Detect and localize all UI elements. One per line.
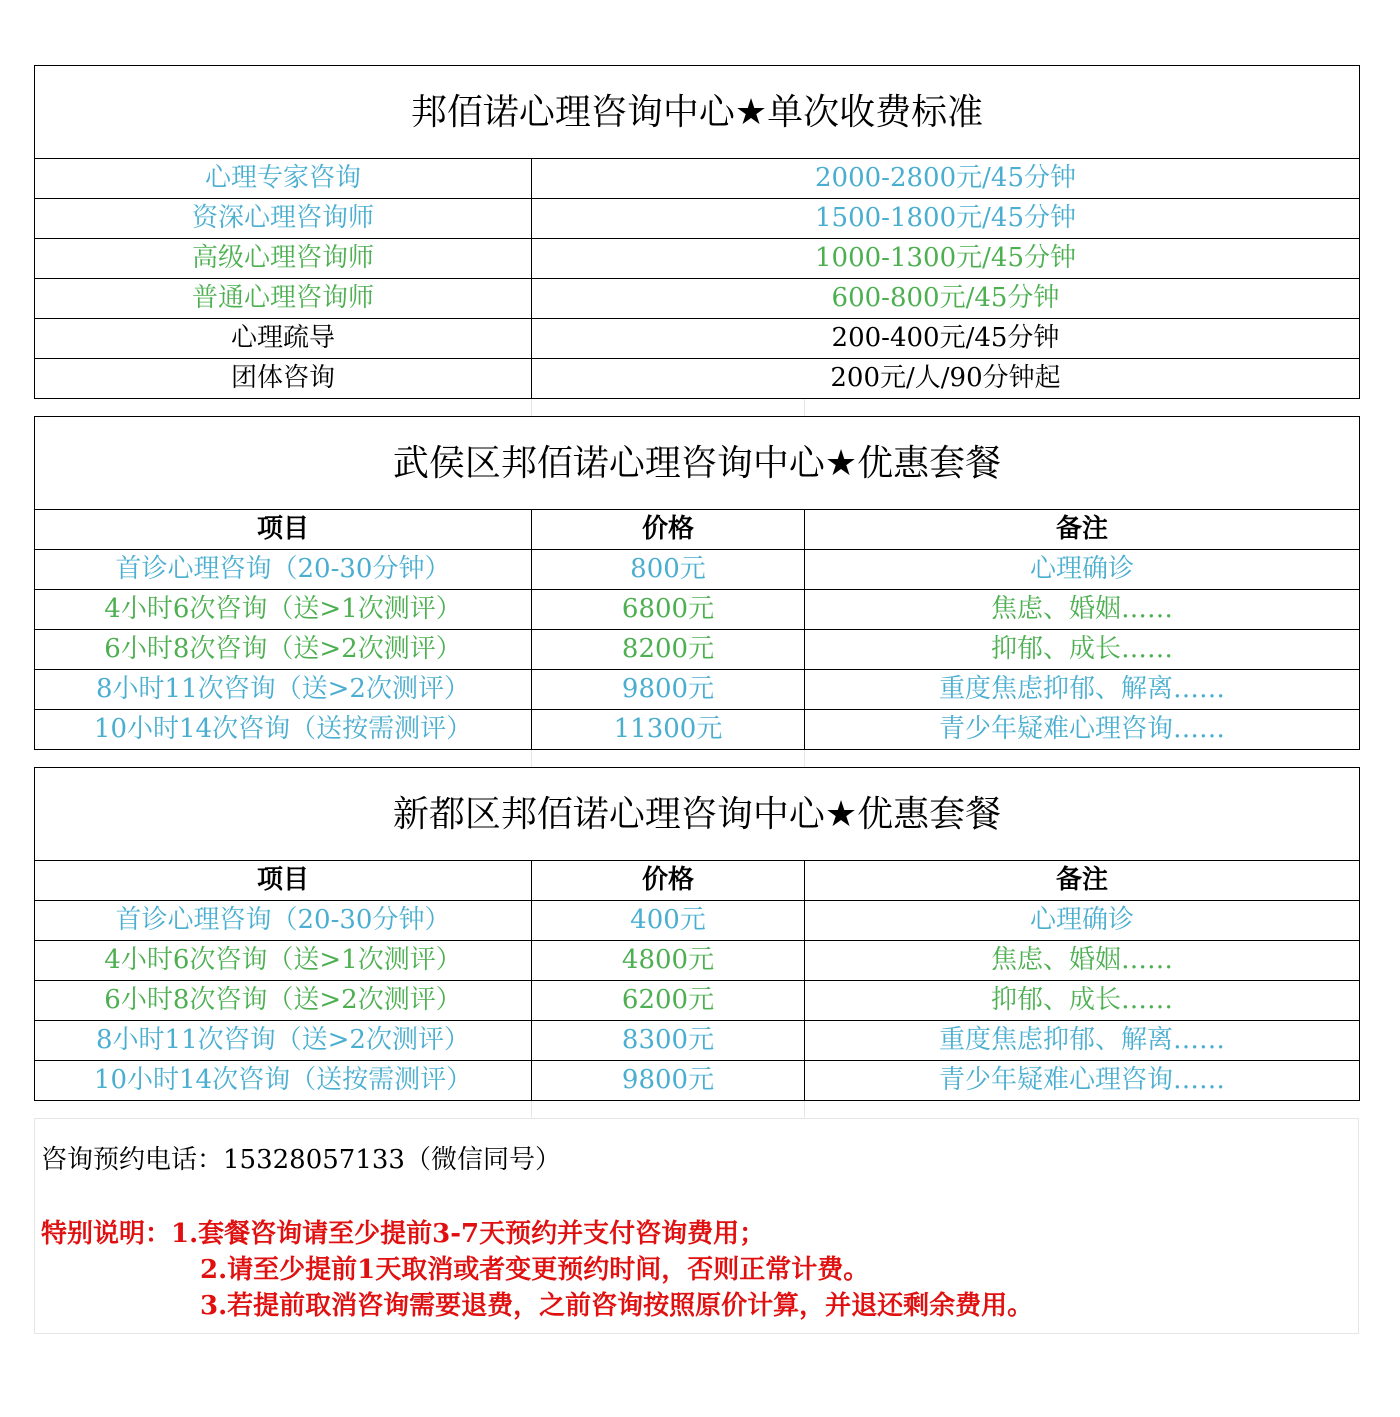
fee-price: 2000-2800元/45分钟	[532, 159, 1360, 199]
fee-item: 团体咨询	[35, 359, 532, 399]
fee-price: 1000-1300元/45分钟	[532, 239, 1360, 279]
table-row	[35, 159, 1360, 199]
header-price: 价格	[532, 510, 805, 550]
package-item: 首诊心理咨询（20-30分钟）	[35, 550, 532, 590]
spacer	[34, 399, 1359, 416]
table-row	[35, 941, 1360, 981]
table-row	[35, 630, 1360, 670]
xindu-title: 新都区邦佰诺心理咨询中心★优惠套餐	[35, 768, 1360, 861]
header-price: 价格	[532, 861, 805, 901]
package-item: 6小时8次咨询（送>2次测评）	[35, 981, 532, 1021]
package-note: 焦虑、婚姻……	[805, 941, 1360, 981]
package-item: 首诊心理咨询（20-30分钟）	[35, 901, 532, 941]
header-item: 项目	[35, 510, 532, 550]
package-item: 10小时14次咨询（送按需测评）	[35, 1061, 532, 1101]
package-price: 6200元	[532, 981, 805, 1021]
package-price: 800元	[532, 550, 805, 590]
fee-price: 600-800元/45分钟	[532, 279, 1360, 319]
fee-item: 心理疏导	[35, 319, 532, 359]
special-note-2: 2.请至少提前1天取消或者变更预约时间，否则正常计费。	[200, 1255, 870, 1285]
table-row	[35, 670, 1360, 710]
booking-phone: 咨询预约电话：15328057133（微信同号）	[41, 1145, 561, 1175]
package-note: 重度焦虑抑郁、解离……	[805, 1021, 1360, 1061]
package-price: 8300元	[532, 1021, 805, 1061]
table-row	[35, 1061, 1360, 1101]
header-item: 项目	[35, 861, 532, 901]
table-row	[35, 1021, 1360, 1061]
header-note: 备注	[805, 861, 1360, 901]
package-price: 9800元	[532, 1061, 805, 1101]
table-row	[35, 279, 1360, 319]
fee-item: 心理专家咨询	[35, 159, 532, 199]
header-note: 备注	[805, 510, 1360, 550]
fee-price: 200元/人/90分钟起	[532, 359, 1360, 399]
package-note: 抑郁、成长……	[805, 630, 1360, 670]
wuhou-title: 武侯区邦佰诺心理咨询中心★优惠套餐	[35, 417, 1360, 510]
table-row	[35, 239, 1360, 279]
package-note: 青少年疑难心理咨询……	[805, 1061, 1360, 1101]
table-row	[35, 550, 1360, 590]
table-row	[35, 359, 1360, 399]
spacer	[34, 750, 1359, 767]
price-sheet	[34, 65, 1359, 1118]
special-note-1: 特别说明：1.套餐咨询请至少提前3-7天预约并支付咨询费用；	[41, 1219, 766, 1249]
wuhou-package-table	[34, 416, 1360, 750]
fee-item: 普通心理咨询师	[35, 279, 532, 319]
package-item: 8小时11次咨询（送>2次测评）	[35, 670, 532, 710]
notes-section	[34, 1118, 1359, 1334]
table-row	[35, 710, 1360, 750]
spacer	[34, 1101, 1359, 1118]
table-row	[35, 901, 1360, 941]
special-note-3: 3.若提前取消咨询需要退费，之前咨询按照原价计算，并退还剩余费用。	[200, 1291, 1034, 1321]
package-price: 8200元	[532, 630, 805, 670]
package-item: 6小时8次咨询（送>2次测评）	[35, 630, 532, 670]
fee-item: 高级心理咨询师	[35, 239, 532, 279]
package-note: 抑郁、成长……	[805, 981, 1360, 1021]
package-item: 10小时14次咨询（送按需测评）	[35, 710, 532, 750]
package-note: 焦虑、婚姻……	[805, 590, 1360, 630]
package-price: 11300元	[532, 710, 805, 750]
package-price: 4800元	[532, 941, 805, 981]
single-fee-title: 邦佰诺心理咨询中心★单次收费标准	[35, 66, 1360, 159]
table-row	[35, 981, 1360, 1021]
xindu-package-table	[34, 767, 1360, 1101]
fee-price: 200-400元/45分钟	[532, 319, 1360, 359]
package-item: 8小时11次咨询（送>2次测评）	[35, 1021, 532, 1061]
package-note: 心理确诊	[805, 901, 1360, 941]
table-row	[35, 590, 1360, 630]
package-price: 400元	[532, 901, 805, 941]
package-price: 6800元	[532, 590, 805, 630]
package-item: 4小时6次咨询（送>1次测评）	[35, 941, 532, 981]
package-note: 青少年疑难心理咨询……	[805, 710, 1360, 750]
package-note: 重度焦虑抑郁、解离……	[805, 670, 1360, 710]
fee-item: 资深心理咨询师	[35, 199, 532, 239]
package-item: 4小时6次咨询（送>1次测评）	[35, 590, 532, 630]
table-row	[35, 199, 1360, 239]
table-row	[35, 319, 1360, 359]
package-note: 心理确诊	[805, 550, 1360, 590]
single-fee-table	[34, 65, 1360, 399]
package-price: 9800元	[532, 670, 805, 710]
fee-price: 1500-1800元/45分钟	[532, 199, 1360, 239]
